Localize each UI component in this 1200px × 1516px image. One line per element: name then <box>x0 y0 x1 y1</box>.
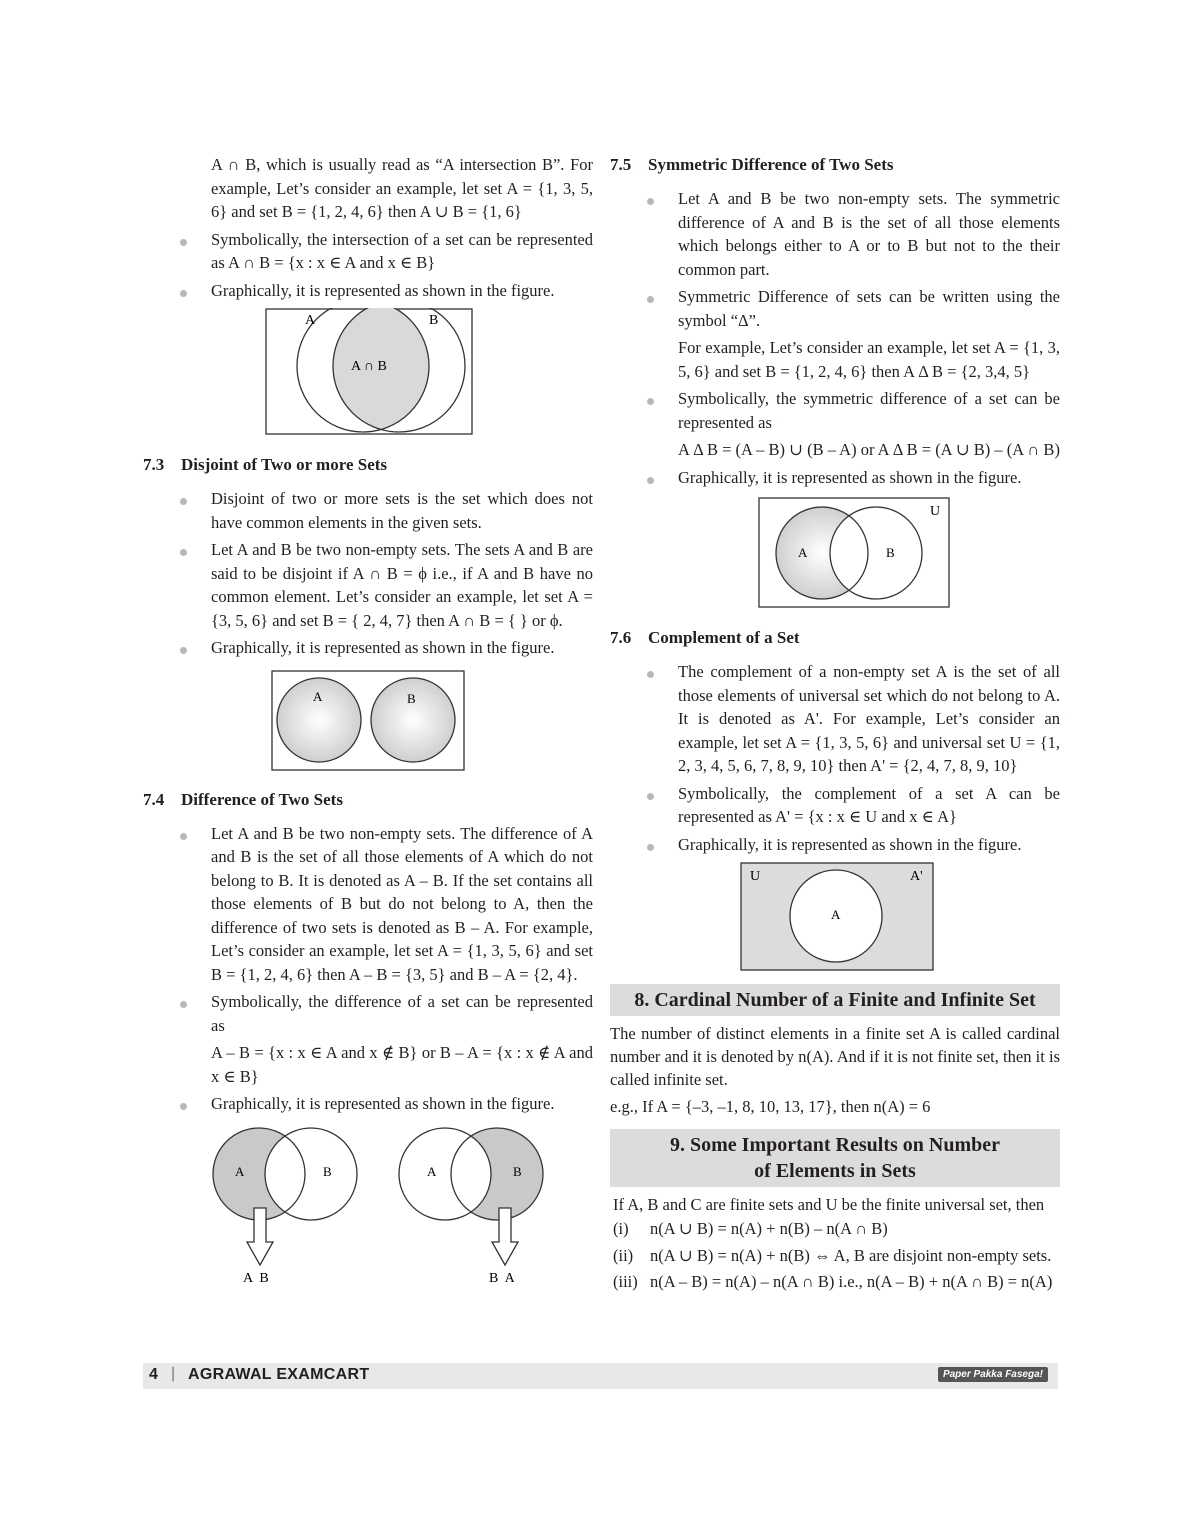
bullet-icon <box>180 290 187 297</box>
label-b: B <box>429 313 439 328</box>
bullet-text: Let A and B be two non-empty sets. The difference of A and B is the set of all those elements of A which do not belong to B. It is denoted as A – B. If the set contains all those elements of B but do not belong to A, then the difference of two sets is denoted as B – A. For example, Let’s consider an example, let set A = {1, 3, 5, 6} and set B = {1, 2, 4, 6} then A – B = {3, 5} and B – A = {2, 4}. <box>211 823 593 984</box>
section-number: 7.4 <box>143 789 165 809</box>
bullet-icon <box>647 671 654 678</box>
bullet-icon <box>180 549 187 556</box>
bullet-text: Symbolically, the complement of a set A can be represented as A' = {x : x ∈ U and x ∈ A} <box>678 783 1060 826</box>
bullet-text: Graphically, it is represented as shown in the figure. <box>211 1094 555 1113</box>
result-text: n(A – B) = n(A) – n(A ∩ B) i.e., n(A – B) + n(A ∩ B) = n(A) <box>650 1272 1053 1291</box>
bullet-icon <box>647 844 654 851</box>
result-number: (i) <box>613 1219 629 1238</box>
bullet-text: Disjoint of two or more sets is the set which does not have common elements in the given sets. <box>211 489 593 532</box>
section-7-4-heading <box>143 788 593 812</box>
result-number: (iii) <box>613 1272 638 1291</box>
label-u: U <box>750 869 761 884</box>
disjoint-venn-svg <box>271 670 465 772</box>
bullet-difference-graphic <box>143 1092 593 1116</box>
bullet-difference-def <box>143 822 593 987</box>
bullet-text: Graphically, it is represented as shown in the figure. <box>211 638 555 657</box>
bullet-difference-symbolic <box>143 990 593 1037</box>
bullet-text: Let A and B be two non-empty sets. The symmetric difference of A and B is the set of all those elements which belongs either to A or to B but not to the their common part. <box>678 189 1060 279</box>
bullet-symmetric-def <box>610 187 1060 281</box>
label-b: B <box>513 1163 522 1179</box>
bullet-icon <box>647 198 654 205</box>
bullet-icon <box>180 1001 187 1008</box>
bullet-complement-symbolic <box>610 782 1060 829</box>
section-7-6-heading <box>610 626 1060 650</box>
result-number: (ii) <box>613 1245 634 1265</box>
bullet-text: Let A and B be two non-empty sets. The sets A and B are said to be disjoint if A ∩ B = ϕ i.e., if A and B have no common element. Let’s consider an example, let set A = {3, 5, 6} and set B = { 2, 4, 7} then A ∩ B = { } or ϕ. <box>211 540 593 630</box>
caption-a-minus-b: A B <box>243 1270 269 1286</box>
complement-venn-figure <box>740 862 1060 972</box>
section-number: 7.3 <box>143 455 165 474</box>
label-complement: A' <box>910 869 923 884</box>
bullet-symmetric-symbol <box>610 285 1060 332</box>
section-title: Symmetric Difference of Two Sets <box>648 155 894 174</box>
difference-b-minus-a <box>399 1128 543 1286</box>
disjoint-venn-figure <box>271 670 593 772</box>
symmetric-example: For example, Let’s consider an example, let set A = {1, 3, 5, 6} and set B = {1, 2, 4, 6} then A Δ B = {2, 3,4, 5} <box>678 338 1060 381</box>
bullet-text: Graphically, it is represented as shown in the figure. <box>678 834 1022 854</box>
page-footer <box>143 1363 1058 1389</box>
symmetric-formula: A Δ B = (A – B) ∪ (B – A) or A Δ B = (A ∪ B) – (A ∩ B) <box>678 440 1060 459</box>
label-intersection: A ∩ B <box>351 359 387 374</box>
bullet-text: Graphically, it is represented as shown in the figure. <box>678 467 1022 487</box>
label-b: B <box>886 545 895 560</box>
bullet-text: Graphically, it is represented as shown in the figure. <box>211 280 555 300</box>
section-7-3-heading <box>143 453 593 477</box>
label-b: B <box>407 690 416 706</box>
tagline-badge: Paper Pakka Fasega! <box>938 1367 1048 1382</box>
bullet-intersection-graphic <box>143 279 593 303</box>
bullet-complement-graphic <box>610 833 1060 857</box>
section-9-title-line2: of Elements in Sets <box>754 1160 916 1182</box>
cardinal-number-text: The number of distinct elements in a finite set A is called cardinal number and it is denoted by n(A). And if it is not finite set, then it is called infinite set. <box>610 1024 1060 1089</box>
section-9-title-line1: 9. Some Important Results on Number <box>670 1134 1000 1156</box>
section-9-heading <box>610 1129 1060 1187</box>
caption-b-minus-a: B A <box>489 1270 515 1286</box>
section-title: Complement of a Set <box>648 628 800 647</box>
bullet-icon <box>647 793 654 800</box>
bullet-icon <box>647 296 654 303</box>
bullet-icon <box>180 1103 187 1110</box>
bullet-text: Symbolically, the difference of a set can be represented as <box>211 992 593 1035</box>
bullet-icon <box>180 498 187 505</box>
difference-formula: A – B = {x : x ∈ A and x ∉ B} or B – A = {x : x ∉ A and x ∈ B} <box>211 1043 593 1086</box>
section-8-heading: 8. Cardinal Number of a Finite and Infinite Set <box>610 984 1060 1016</box>
result-item <box>610 1270 1060 1294</box>
label-a: A <box>235 1163 245 1179</box>
bullet-icon <box>647 398 654 405</box>
difference-a-minus-b <box>213 1128 357 1286</box>
bullet-icon <box>180 647 187 654</box>
result-text: n(A ∪ B) = n(A) + n(B) ⇔ A, B are disjoint non-empty sets. <box>650 1245 1052 1265</box>
bullet-complement-def <box>610 660 1060 778</box>
page-number: 4 <box>149 1366 158 1383</box>
section-number: 7.6 <box>610 628 632 647</box>
label-a: A <box>305 313 316 328</box>
footer-separator: | <box>171 1365 176 1382</box>
difference-venn-svg <box>209 1120 559 1288</box>
left-column <box>143 153 593 1296</box>
right-column <box>610 153 1060 1297</box>
bullet-intersection-symbolic <box>143 228 593 275</box>
label-a: A <box>831 907 841 922</box>
bullet-symmetric-graphic <box>610 466 1060 490</box>
bullet-text: Symbolically, the symmetric difference of a set can be represented as <box>678 389 1060 432</box>
bullet-icon <box>180 239 187 246</box>
bullet-disjoint-example <box>143 538 593 632</box>
bullet-disjoint-graphic <box>143 636 593 660</box>
complement-venn-svg <box>740 862 934 972</box>
brand-logo: AGRAWAL EXAMCART <box>188 1366 370 1383</box>
result-item <box>610 1244 1060 1268</box>
difference-venn-figure <box>209 1120 593 1288</box>
symmetric-venn-svg <box>758 497 950 609</box>
section-title: Difference of Two Sets <box>181 789 343 809</box>
bullet-icon <box>647 477 654 484</box>
cardinal-number-example: e.g., If A = {–3, –1, 8, 10, 13, 17}, then n(A) = 6 <box>610 1097 931 1116</box>
result-text: n(A ∪ B) = n(A) + n(B) – n(A ∩ B) <box>650 1219 888 1238</box>
bullet-text: The complement of a non-empty set A is the set of all those elements of universal set which do not belong to A. It is denoted as A'. For example, Let’s consider an example, let set A = {1, 3, 5, 6} and universal set U = {1, 2, 3, 4, 5, 6, 7, 8, 9, 10} then A' = {2, 4, 7, 8, 9, 10} <box>678 662 1060 775</box>
result-item <box>610 1217 1060 1241</box>
intersection-venn-svg <box>265 308 473 436</box>
label-a: A <box>798 545 808 560</box>
section-7-5-heading <box>610 153 1060 177</box>
bullet-symmetric-symbolic <box>610 387 1060 434</box>
label-u: U <box>930 504 941 519</box>
results-list <box>610 1217 1060 1294</box>
label-b: B <box>323 1163 332 1179</box>
bullet-text: Symmetric Difference of sets can be written using the symbol “Δ”. <box>678 287 1060 330</box>
label-a: A <box>313 688 323 704</box>
section-number: 7.5 <box>610 155 632 174</box>
bullet-text: Symbolically, the intersection of a set can be represented as A ∩ B = {x : x ∈ A and x ∈ B} <box>211 229 593 272</box>
intersection-continued-text: A ∩ B, which is usually read as “A intersection B”. For example, Let’s consider an example, let set A = {1, 3, 5, 6} and set B = {1, 2, 4, 6} then A ∪ B = {1, 6} <box>211 155 593 221</box>
results-intro: If A, B and C are finite sets and U be the finite universal set, then <box>613 1195 1045 1214</box>
symmetric-venn-figure <box>758 497 1060 609</box>
label-a: A <box>427 1163 437 1179</box>
section-title: Disjoint of Two or more Sets <box>181 455 388 474</box>
bullet-icon <box>180 833 187 840</box>
bullet-disjoint-def <box>143 487 593 534</box>
intersection-venn-figure <box>265 308 593 436</box>
